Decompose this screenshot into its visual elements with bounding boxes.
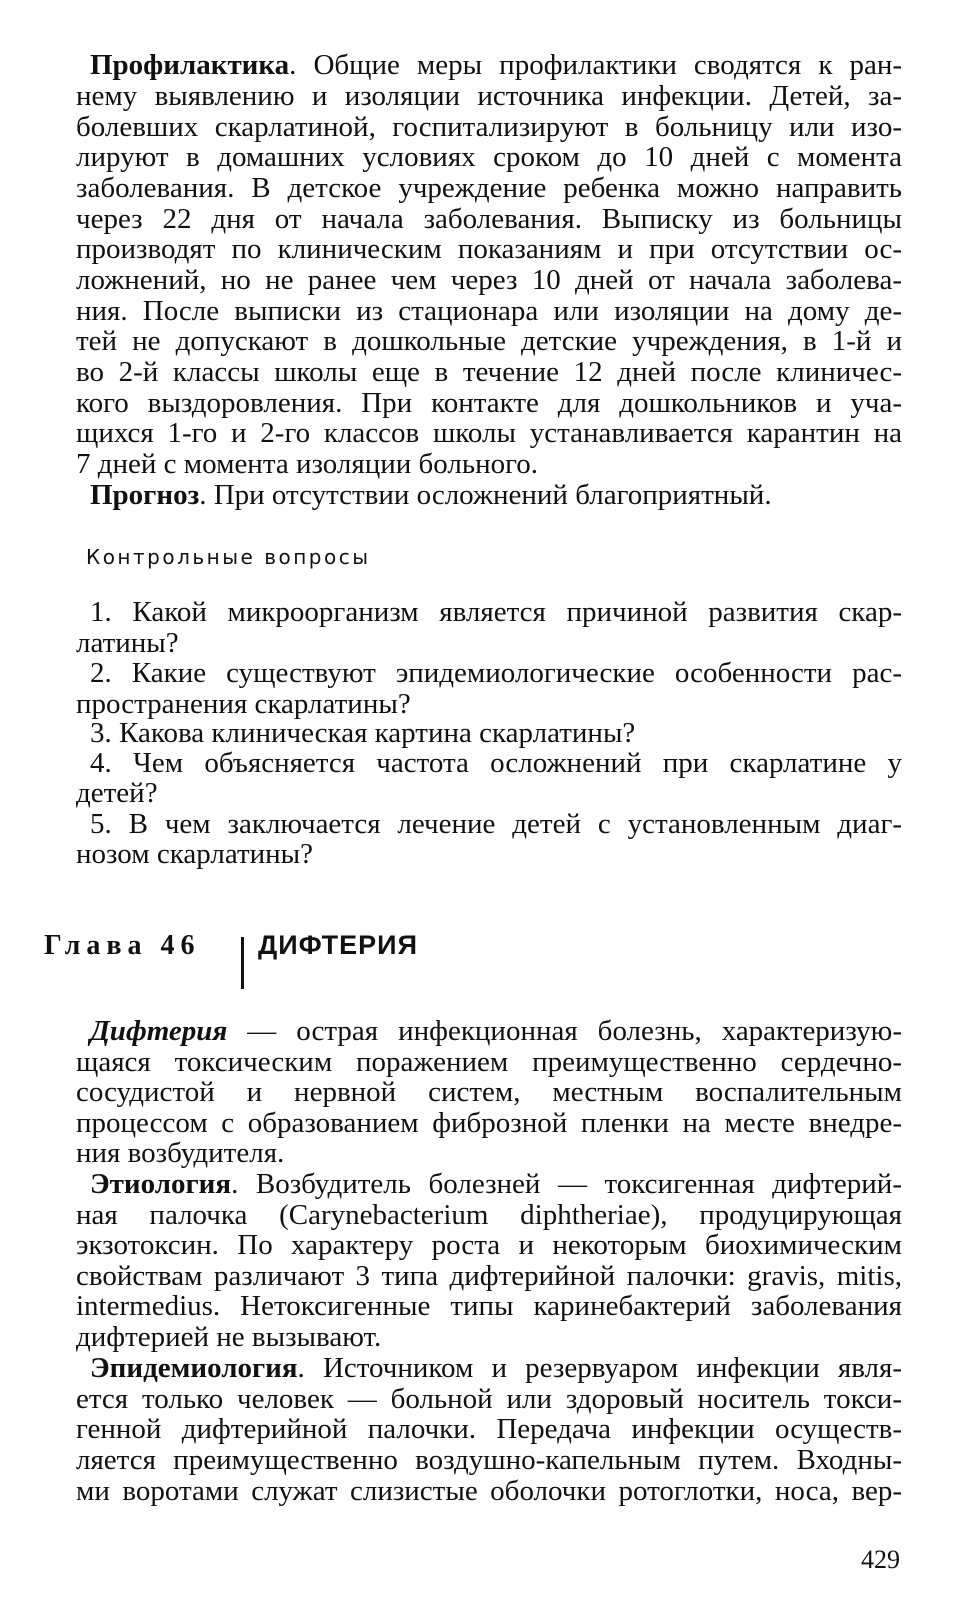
question-line: 3. Какова клиническая картина скарлатины? xyxy=(90,717,636,749)
prophylaxis-line: производят по клиническим показаниям и при отсутствии ос- xyxy=(76,233,902,265)
etiology-line: intermedius. Нетоксигенные типы каринебактерий заболевания xyxy=(76,1290,902,1322)
prophylaxis-line: ложнений, но не ранее чем через 10 дней от начала заболева- xyxy=(76,264,902,296)
epidemiology-label: Эпидемиология xyxy=(90,1352,298,1384)
prophylaxis-line: Профилактика. Общие меры профилактики сводятся к ран- xyxy=(90,49,902,81)
prophylaxis-label: Профилактика xyxy=(90,49,290,81)
prophylaxis-line: лируют в домашних условиях сроком до 10 дней с момента xyxy=(76,141,902,173)
question-line: детей? xyxy=(76,777,158,809)
epidemiology-line: ляется преимущественно воздушно-капельным путем. Входны- xyxy=(76,1444,902,1476)
prophylaxis-line: кого выздоровления. При контакте для дошкольников и уча- xyxy=(76,387,902,419)
question-line: 4. Чем объясняется частота осложнений при скарлатине у xyxy=(90,747,902,779)
epidemiology-line: ми воротами служат слизистые оболочки ротоглотки, носа, вер- xyxy=(76,1475,902,1507)
question-line: латины? xyxy=(76,627,179,659)
question-line: нозом скарлатины? xyxy=(76,838,314,870)
definition-line: сосудистой и нервной систем, местным воспалительным xyxy=(76,1076,902,1108)
definition-line: щаяся токсическим поражением преимущественно сердечно- xyxy=(76,1046,902,1078)
questions-heading: Контрольные вопросы xyxy=(86,545,371,569)
question-line: пространения скарлатины? xyxy=(76,688,411,720)
prophylaxis-line: заболевания. В детское учреждение ребенка можно направить xyxy=(76,172,902,204)
definition-line: процессом с образованием фиброзной пленки на месте внедре- xyxy=(76,1107,902,1139)
etiology-line: Этиология. Возбудитель болезней — токсигенная дифтерий- xyxy=(90,1168,902,1200)
prophylaxis-line: через 22 дня от начала заболевания. Выписку из больницы xyxy=(76,203,902,235)
prophylaxis-line: тей не допускают в дошкольные детские учреждения, в 1-й и xyxy=(76,325,902,357)
epidemiology-line: ется только человек — больной или здоровый носитель токси- xyxy=(76,1383,902,1415)
definition-line: Дифтерия — острая инфекционная болезнь, характеризую- xyxy=(90,1015,902,1047)
question-line: 5. В чем заключается лечение детей с установленным диаг- xyxy=(90,808,902,840)
definition-line: ния возбудителя. xyxy=(76,1137,285,1169)
prophylaxis-line: 7 дней с момента изоляции больного. xyxy=(76,448,539,480)
question-line: 2. Какие существуют эпидемиологические особенности рас- xyxy=(90,657,902,689)
prognosis-line: Прогноз. При отсутствии осложнений благоприятный. xyxy=(90,479,772,511)
prognosis-label: Прогноз xyxy=(90,479,200,511)
page-number: 429 xyxy=(861,1545,900,1574)
etiology-line: ная палочка (Carynebacterium diphtheriae), продуцирующая xyxy=(76,1199,902,1231)
chapter-divider xyxy=(241,937,244,989)
prophylaxis-line: щихся 1-го и 2-го классов школы устанавливается карантин на xyxy=(76,417,902,449)
prophylaxis-line: во 2-й классы школы еще в течение 12 дней после клиничес- xyxy=(76,356,902,388)
etiology-label: Этиология xyxy=(90,1168,232,1200)
epidemiology-line: генной дифтерийной палочки. Передача инфекции осуществ- xyxy=(76,1413,902,1445)
etiology-line: экзотоксин. По характеру роста и некоторым биохимическим xyxy=(76,1229,902,1261)
etiology-line: дифтерией не вызывают. xyxy=(76,1321,382,1353)
etiology-line: свойствам различают 3 типа дифтерийной палочки: gravis, mitis, xyxy=(76,1260,902,1292)
question-line: 1. Какой микроорганизм является причиной развития скар- xyxy=(90,596,902,628)
chapter-label: Глава 46 xyxy=(44,930,201,961)
chapter-title: ДИФТЕРИЯ xyxy=(258,930,418,960)
definition-term: Дифтерия xyxy=(90,1015,228,1047)
prophylaxis-line: нему выявлению и изоляции источника инфекции. Детей, за- xyxy=(76,80,902,112)
prophylaxis-line: болевших скарлатиной, госпитализируют в больницу или изо- xyxy=(76,111,902,143)
epidemiology-line: Эпидемиология. Источником и резервуаром инфекции явля- xyxy=(90,1352,902,1384)
prophylaxis-line: ния. После выписки из стационара или изоляции на дому де- xyxy=(76,295,902,327)
